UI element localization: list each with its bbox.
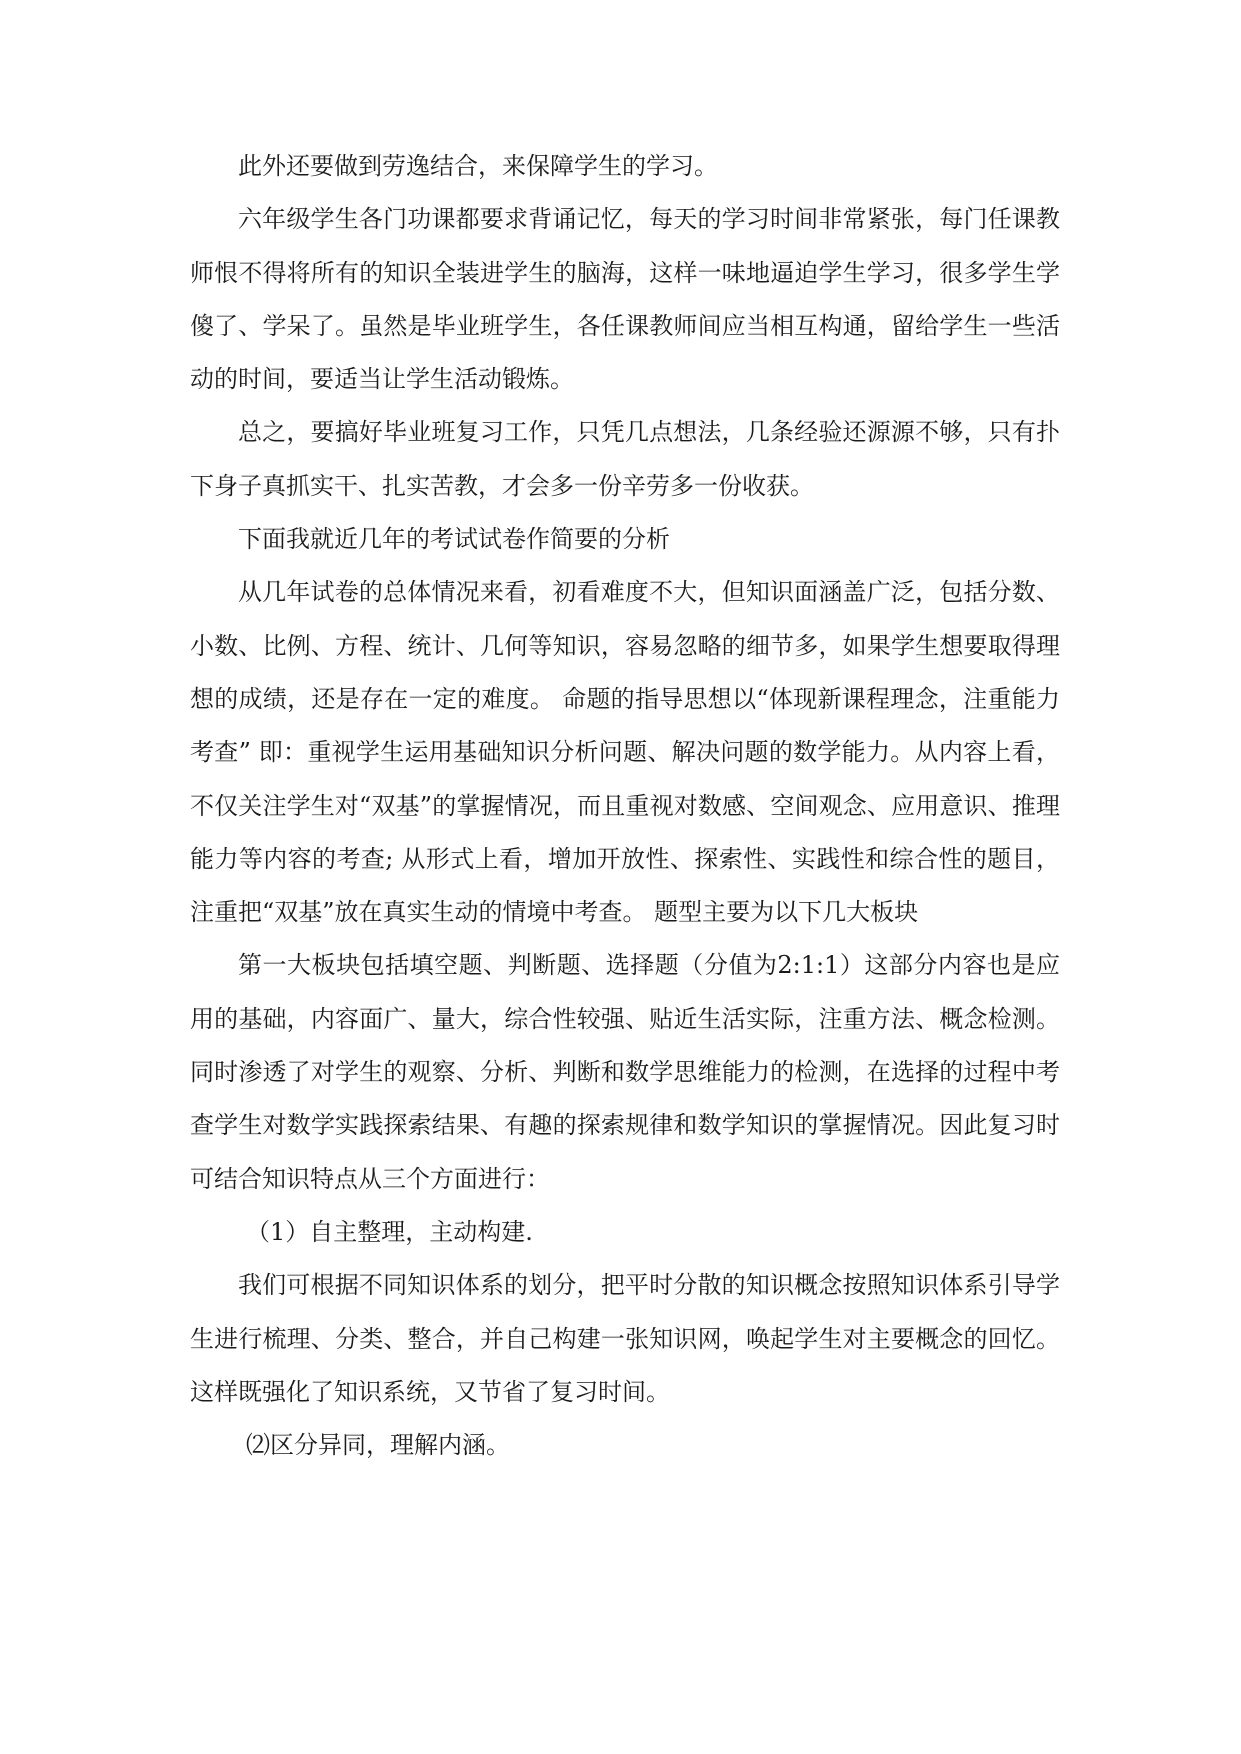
paragraph-knowledge-network: 我们可根据不同知识体系的划分，把平时分散的知识概念按照知识体系引导学生进行梳理、分类、整合，并自己构建一张知识网，唤起学生对主要概念的回忆。这样既强化了知识系统，又节省了复习时间。 [190, 1271, 1060, 1406]
paragraph-rest-balance: 此外还要做到劳逸结合，来保障学生的学习。 [238, 152, 718, 180]
paragraph-section-one: 第一大板块包括填空题、判断题、选择题（分值为2:1:1）这部分内容也是应用的基础，内容面广、量大，综合性较强、贴近生活实际，注重方法、概念检测。同时渗透了对学生的观察、分析、判断和数学思维能力的检测，在选择的过程中考查学生对数学实践探索结果、有趣的探索规律和数学知识的掌握情况。因此复习时可结合知识特点从三个方面进行： [190, 951, 1060, 1193]
paragraph-grade-six-pressure: 六年级学生各门功课都要求背诵记忆，每天的学习时间非常紧张，每门任课教师恨不得将所有的知识全装进学生的脑海，这样一味地逼迫学生学习，很多学生学傻了、学呆了。虽然是毕业班学生，各任课教师间应当相互构通，留给学生一些活动的时间，要适当让学生活动锻炼。 [190, 205, 1060, 394]
list-item-self-organize: （1）自主整理，主动构建. [246, 1217, 533, 1246]
paragraph-analysis-intro: 下面我就近几年的考试试卷作简要的分析 [238, 525, 670, 554]
paragraph-conclusion: 总之，要搞好毕业班复习工作，只凭几点想法，几条经验还源源不够，只有扑下身子真抓实干、扎实苦教，才会多一份辛劳多一份收获。 [190, 418, 1060, 500]
document-body [190, 140, 1060, 1472]
list-item-distinguish: ⑵区分异同，理解内涵。 [246, 1431, 510, 1460]
paragraph-exam-overview: 从几年试卷的总体情况来看，初看难度不大，但知识面涵盖广泛，包括分数、小数、比例、方程、统计、几何等知识，容易忽略的细节多，如果学生想要取得理想的成绩，还是存在一定的难度。 命题的指导思想以“体现新课程理念，注重能力考查” 即：重视学生运用基础知识分析问题、解决问题的数学能力。从内容上看，不仅关注学生对“双基”的掌握情况，而且重视对数感、空间观念、应用意识、推理能力等内容的考查; 从形式上看，增加开放性、探索性、实践性和综合性的题目，注重把“双基”放在真实生动的情境中考查。 题型主要为以下几大板块 [190, 578, 1060, 927]
